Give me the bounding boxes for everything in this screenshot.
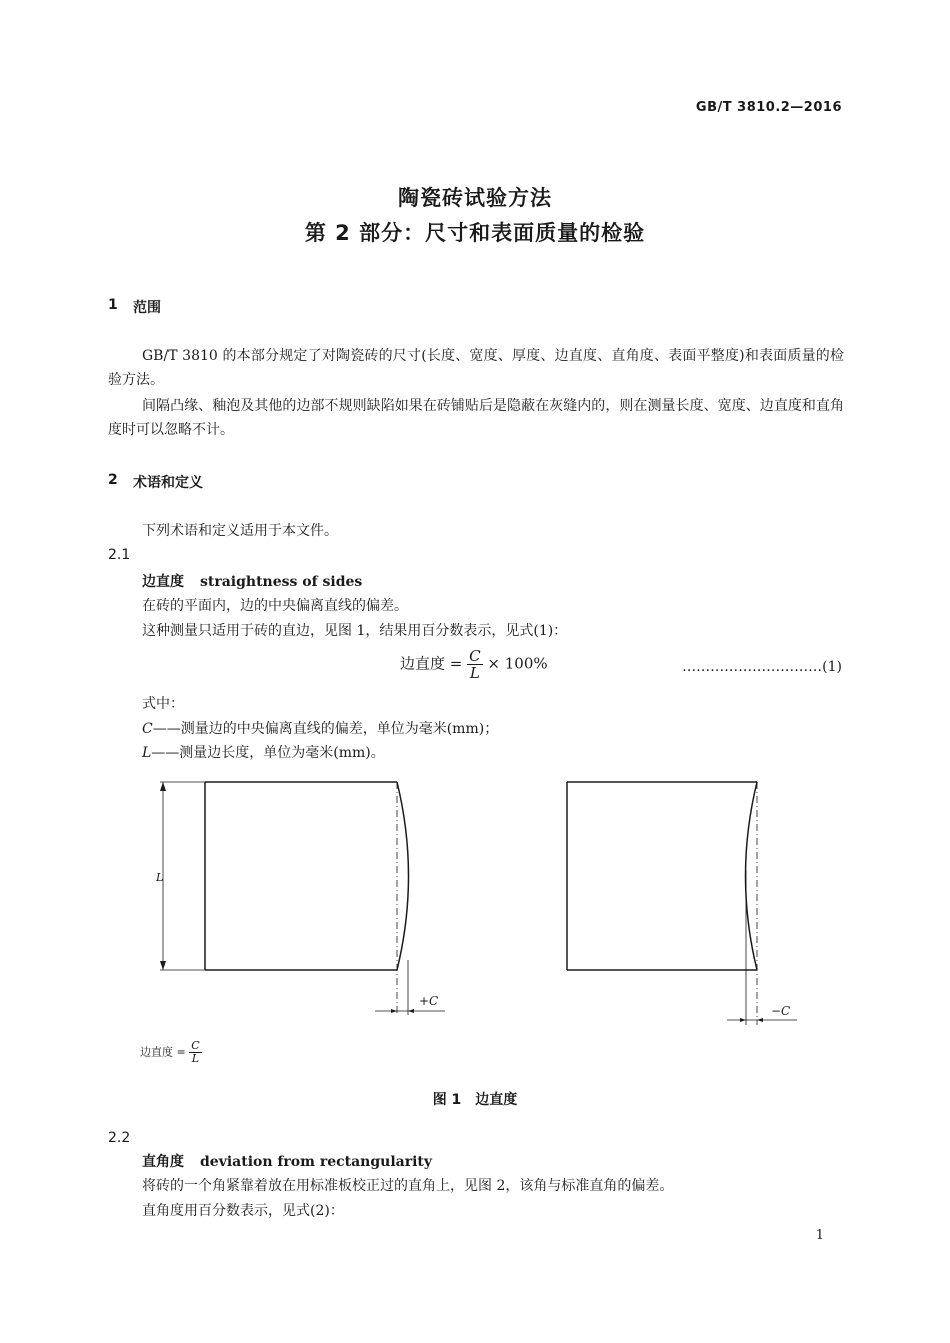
term-2-2-definition: 将砖的一个角紧靠着放在用标准板校正过的直角上，见图 2，该角与标准直角的偏差。	[142, 1178, 674, 1194]
formula-1-fraction	[467, 648, 482, 681]
figure-1-numerator: C	[191, 1039, 200, 1052]
variable-l-description: ——测量边长度，单位为毫米(mm)。	[151, 745, 385, 761]
where-label: 式中：	[142, 696, 184, 712]
document-title-line1: 陶瓷砖试验方法	[398, 186, 552, 210]
figure-1-fraction	[189, 1040, 201, 1065]
label-minus-c: −C	[771, 1004, 791, 1018]
variable-l: L	[142, 745, 152, 761]
variable-c-row	[142, 717, 498, 741]
variable-c: C	[142, 721, 153, 737]
standard-number: GB/T 3810.2—2016	[695, 100, 842, 115]
section-1-paragraph-1: GB/T 3810 的本部分规定了对陶瓷砖的尺寸(长度、宽度、厚度、边直度、直角度、表面平整度)和表面质量的检验方法。	[108, 348, 844, 388]
section-1-heading: 范围	[133, 300, 161, 316]
section-2-number: 2	[108, 472, 118, 488]
section-1-paragraph-2: 间隔凸缘、釉泡及其他的边部不规则缺陷如果在砖铺贴后是隐蔽在灰缝内的，则在测量长度、宽度、边直度和直角度时可以忽略不计。	[108, 398, 844, 438]
term-2-1-definition: 在砖的平面内，边的中央偏离直线的偏差。	[142, 598, 408, 614]
figure-1-diagram	[0, 770, 950, 1080]
term-2-2-note: 直角度用百分数表示，见式(2)：	[142, 1203, 344, 1219]
term-2-1-en: straightness of sides	[200, 574, 363, 590]
term-2-2-title	[142, 1151, 432, 1171]
document-title-line2: 第 2 部分：尺寸和表面质量的检验	[304, 221, 646, 245]
formula-1-denominator: L	[469, 664, 480, 682]
term-2-1-title	[142, 571, 362, 591]
section-2-heading: 术语和定义	[133, 475, 203, 491]
term-2-2-number: 2.2	[108, 1130, 131, 1146]
formula-1-reference: …………………………(1)	[682, 659, 842, 675]
dimension-l	[160, 782, 205, 970]
section-2-intro: 下列术语和定义适用于本文件。	[142, 523, 338, 539]
formula-1-rhs: × 100%	[487, 654, 548, 673]
term-2-2-en: deviation from rectangularity	[200, 1154, 432, 1170]
label-l: L	[156, 871, 164, 884]
section-1-number: 1	[108, 297, 118, 313]
figure-1-denominator: L	[191, 1052, 200, 1065]
term-2-2-zh: 直角度	[142, 1154, 184, 1170]
formula-1-lhs: 边直度 =	[400, 654, 463, 673]
formula-1	[400, 648, 548, 681]
term-2-1-note: 这种测量只适用于砖的直边，见图 1，结果用百分数表示，见式(1)：	[142, 623, 568, 639]
formula-1-numerator: C	[469, 647, 481, 665]
variable-l-row	[142, 741, 385, 765]
figure-1-caption: 图 1 边直度	[432, 1092, 518, 1108]
page-number: 1	[815, 1228, 824, 1243]
figure-1-formula	[140, 1040, 202, 1065]
tile-convex	[205, 782, 445, 1015]
variable-c-description: ——测量边的中央偏离直线的偏差，单位为毫米(mm)；	[152, 721, 499, 737]
label-plus-c: +C	[419, 994, 439, 1008]
term-2-1-zh: 边直度	[142, 574, 184, 590]
term-2-1-number: 2.1	[108, 547, 131, 563]
figure-1-formula-lhs: 边直度 =	[140, 1045, 186, 1059]
tile-concave	[567, 782, 797, 1025]
